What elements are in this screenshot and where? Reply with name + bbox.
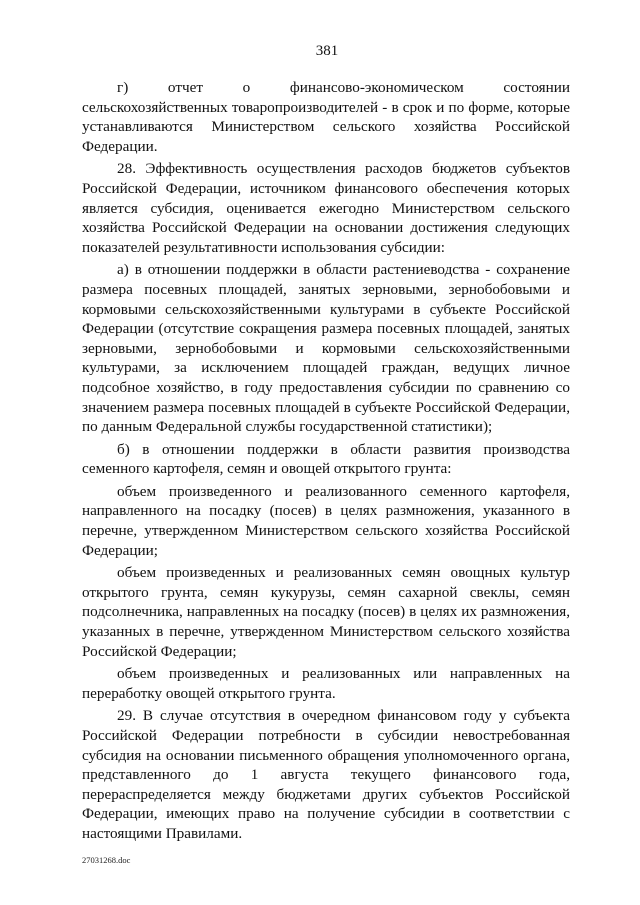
footer-document-code: 27031268.doc xyxy=(82,855,131,865)
paragraph-item-b-seed-support: б) в отношении поддержки в области развития производства семенного картофеля, семян и овощей открытого грунта: xyxy=(82,440,570,478)
paragraph-report-item-g: г) отчет о финансово-экономическом состоянии сельскохозяйственных товаропроизводителей - в срок и по форме, которые устанавливаются Министерством сельского хозяйства Российской Федерации. xyxy=(82,79,570,155)
paragraph-item-a-crop-support: а) в отношении поддержки в области растениеводства - сохранение размера посевных площадей, занятых зерновыми, зернобобовыми и кормовыми сельскохозяйственными культурами в субъекте Российской Федерации (отсутствие сокращения размера посевных площадей, занятых зерновыми, зернобобовыми и кормовыми сельскохозяйственными культурами, за исключением площадей граждан, ведущих личное подсобное хозяйство, в году предоставления субсидии по сравнению со значением размера посевных площадей в субъекте Российской Федерации, по данным Федеральной службы государственной статистики); xyxy=(82,261,570,436)
page-number: 381 xyxy=(315,43,339,59)
paragraph-28-efficiency: 28. Эффективность осуществления расходов бюджетов субъектов Российской Федерации, источником финансового обеспечения которых является субсидия, оценивается ежегодно Министерством сельского хозяйства Российской Федерации на основании достижения следующих показателей результативности использования субсидии: xyxy=(82,160,570,256)
paragraph-29-redistribution: 29. В случае отсутствия в очередном финансовом году у субъекта Российской Федерации потребности в субсидии невостребованная субсидия на основании письменного обращения уполномоченного органа, представленного до 1 августа текущего финансового года, перераспределяется между бюджетами других субъектов Российской Федерации, имеющих право на получение субсидии в соответствии с настоящими Правилами. xyxy=(82,707,570,842)
paragraph-vegetable-seed-volume: объем произведенных и реализованных семян овощных культур открытого грунта, семян кукурузы, семян сахарной свеклы, семян подсолнечника, направленных на посадку (посев) в целях их размножения, указанных в перечне, утвержденном Министерством сельского хозяйства Российской Федерации; xyxy=(82,564,570,660)
document-body xyxy=(82,78,570,847)
paragraph-seed-potato-volume: объем произведенного и реализованного семенного картофеля, направленного на посадку (посев) в целях размножения, указанного в перечне, утвержденном Министерством сельского хозяйства Российской Федерации; xyxy=(82,482,570,559)
paragraph-vegetable-volume: объем произведенных и реализованных или направленных на переработку овощей открытого грунта. xyxy=(82,665,570,702)
